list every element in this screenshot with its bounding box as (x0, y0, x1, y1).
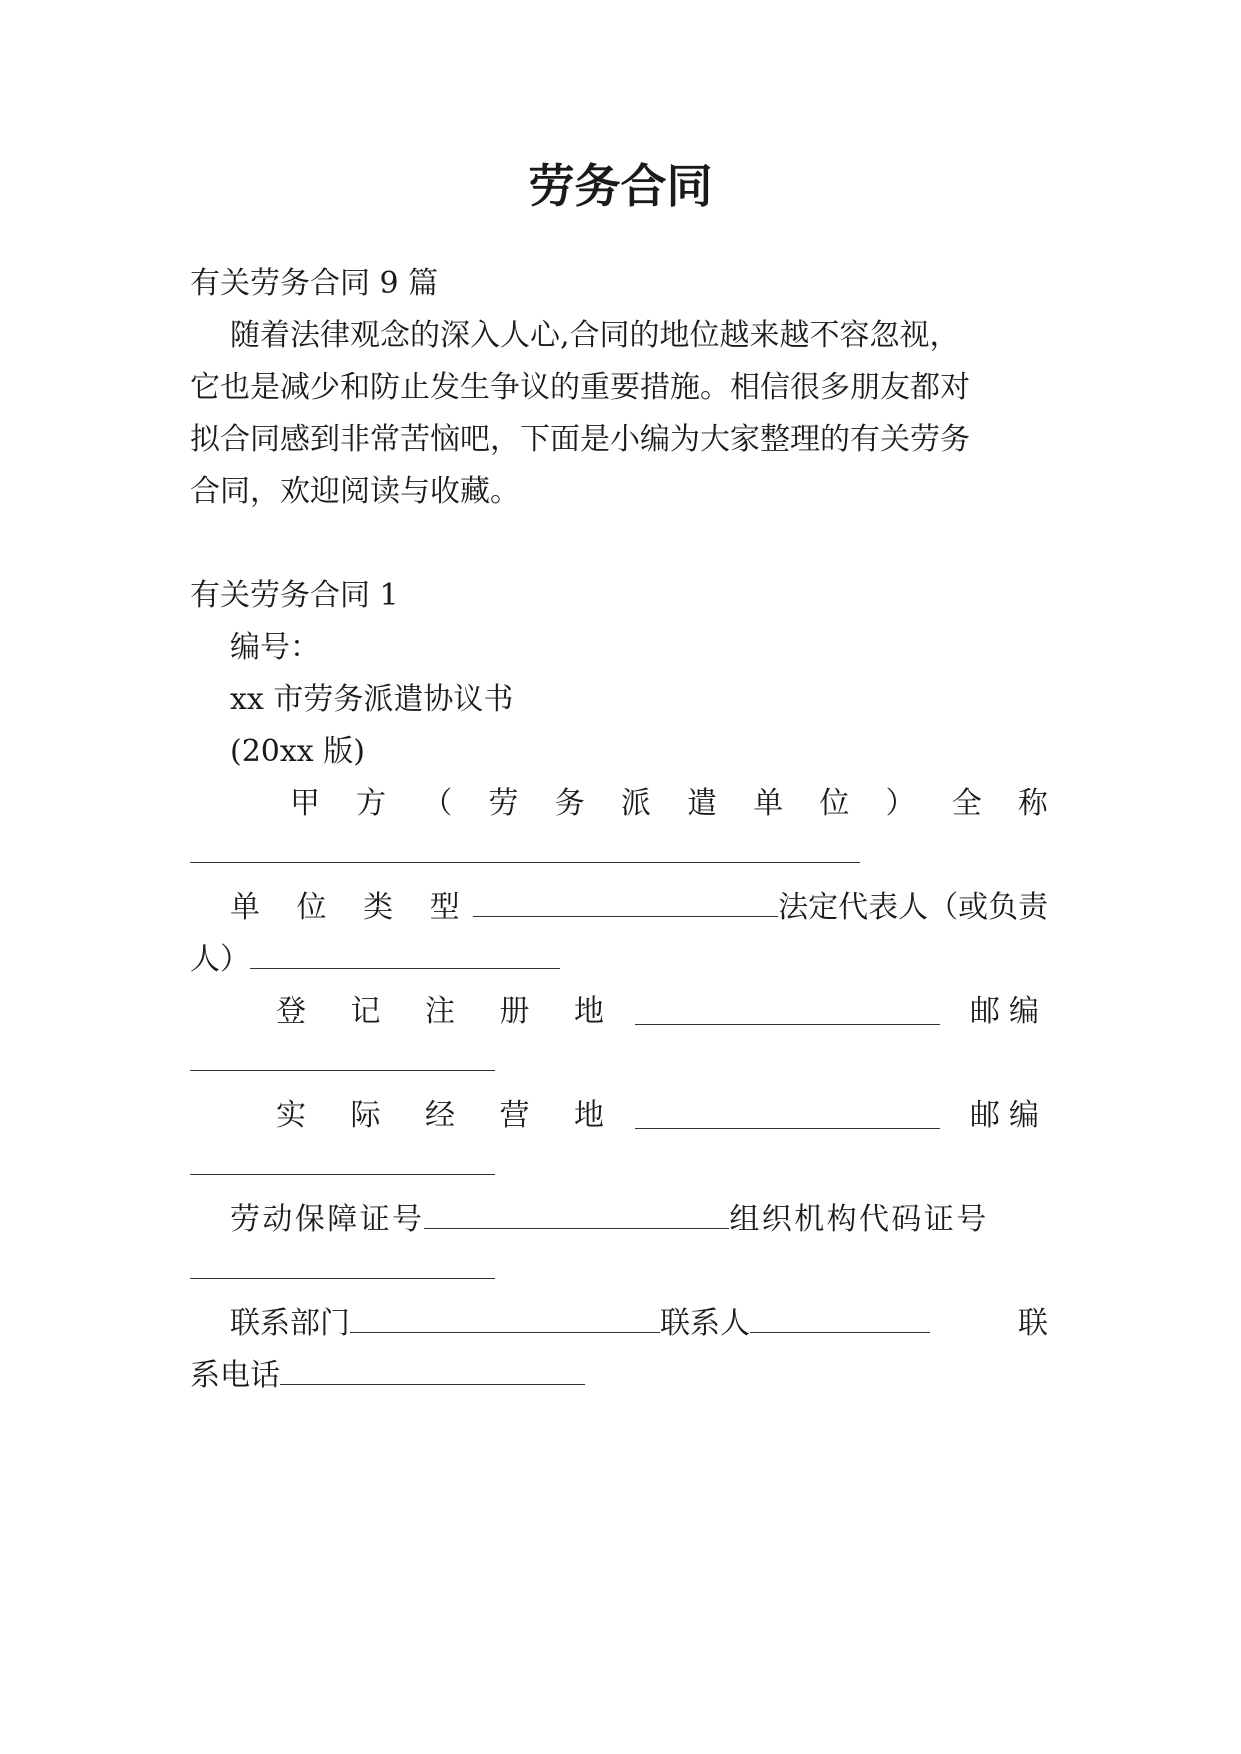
actual-address-row (276, 1096, 1048, 1136)
contact-phone-blank[interactable] (280, 1356, 585, 1385)
section-heading: 有关劳务合同 1 (190, 578, 399, 613)
agreement-title: xx 市劳务派遣协议书 (230, 682, 514, 717)
actual-postcode-blank[interactable] (190, 1174, 495, 1175)
actual-postcode-label: 邮编 (970, 1098, 1048, 1133)
party-a-label-char: 单 (753, 786, 784, 821)
legal-rep-row (190, 940, 560, 980)
party-a-label-char: 称 (1017, 786, 1048, 821)
party-a-label-char: 位 (819, 786, 850, 821)
actual-address-label-char: 际 (350, 1098, 381, 1133)
registered-address-label-char: 册 (499, 994, 530, 1029)
org-code-blank[interactable] (190, 1278, 495, 1279)
registered-address-label (276, 992, 604, 1032)
registered-address-label-char: 注 (425, 994, 455, 1029)
contact-dept-blank[interactable] (350, 1304, 660, 1333)
intro-line-2: 它也是减少和防止发生争议的重要措施。相信很多朋友都对 (190, 370, 970, 405)
registered-postcode-label: 邮编 (970, 994, 1048, 1029)
contact-row (230, 1304, 1048, 1344)
org-code-label: 组织机构代码证号 (729, 1202, 989, 1237)
party-a-label-char: 遣 (687, 786, 718, 821)
party-a-label (290, 784, 1048, 824)
party-a-label-char: 派 (620, 786, 651, 821)
party-a-label-char: 劳 (488, 786, 519, 821)
party-a-label-char: ） (885, 786, 916, 821)
labor-cert-label: 劳动保障证号 (230, 1202, 425, 1237)
registered-address-row (276, 992, 1048, 1032)
party-a-label-char: 方 (356, 786, 387, 821)
registered-address-label-char: 登 (276, 994, 306, 1029)
intro-line-1: 随着法律观念的深入人心,合同的地位越来越不容忽视， (230, 318, 960, 353)
legal-rep-label-cont: 人） (190, 942, 250, 977)
labor-cert-row (230, 1200, 989, 1240)
unit-type-blank[interactable] (473, 888, 778, 917)
actual-address-label (276, 1096, 604, 1136)
actual-address-label-char: 营 (499, 1098, 530, 1133)
actual-address-label-char: 地 (574, 1098, 604, 1133)
party-a-label-char: 甲 (290, 786, 320, 821)
registered-address-label-char: 记 (350, 994, 381, 1029)
number-label: 编号： (230, 630, 320, 665)
actual-address-blank[interactable] (635, 1100, 940, 1129)
legal-rep-label: 法定代表人（或负责 (778, 890, 1049, 925)
contact-person-label: 联系人 (660, 1306, 750, 1341)
party-a-label-char: （ (422, 786, 453, 821)
contact-phone-row (190, 1356, 585, 1396)
actual-address-label-char: 实 (276, 1098, 306, 1133)
collection-heading: 有关劳务合同 9 篇 (190, 266, 439, 301)
party-a-label-char: 全 (951, 786, 982, 821)
party-a-blank[interactable] (190, 862, 860, 863)
registered-address-blank[interactable] (635, 996, 940, 1025)
legal-rep-blank[interactable] (250, 940, 560, 969)
contact-dept-label: 联系部门 (230, 1306, 350, 1341)
registered-postcode-blank[interactable] (190, 1070, 495, 1071)
contact-phone-label-b: 系电话 (190, 1358, 280, 1393)
contact-phone-label-a: 联 (1018, 1306, 1048, 1341)
contact-person-blank[interactable] (750, 1304, 930, 1333)
actual-address-label-char: 经 (425, 1098, 455, 1133)
party-a-label-char: 务 (554, 786, 585, 821)
registered-address-label-char: 地 (574, 994, 604, 1029)
document-title: 劳务合同 (528, 159, 713, 213)
intro-line-3: 拟合同感到非常苦恼吧，下面是小编为大家整理的有关劳务 (190, 422, 970, 457)
labor-cert-blank[interactable] (424, 1200, 729, 1229)
unit-type-label: 单 位 类 型 (230, 890, 474, 925)
intro-line-4: 合同，欢迎阅读与收藏。 (190, 474, 520, 509)
edition-label: (20xx 版) (230, 734, 365, 769)
unit-type-row (230, 888, 1048, 928)
